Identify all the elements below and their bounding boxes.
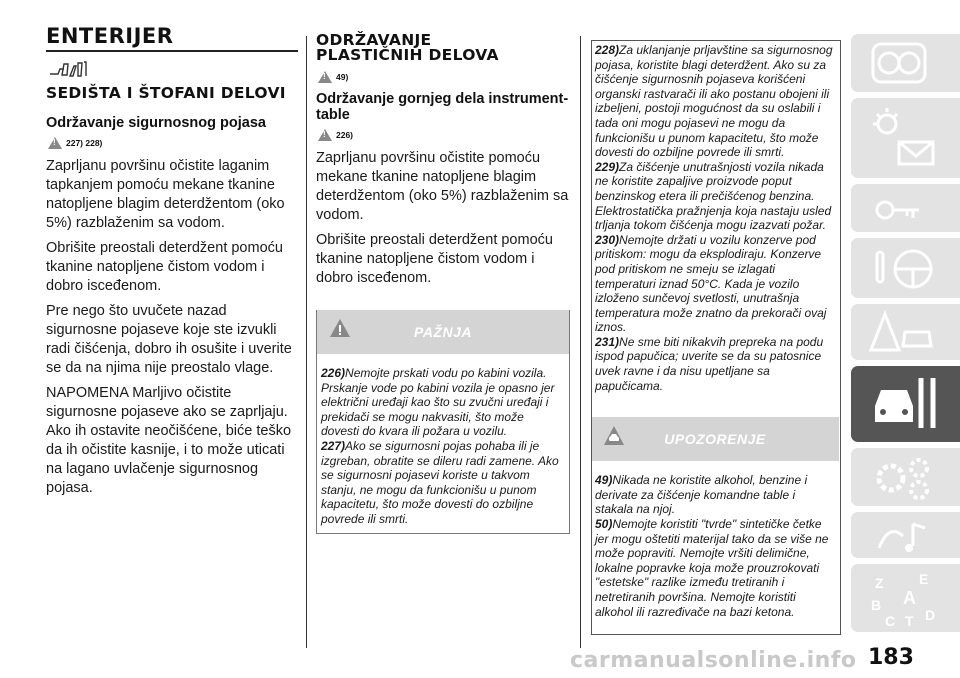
warning-triangle-icon	[48, 137, 62, 149]
ref-seatbelt	[48, 137, 298, 149]
subsection-dashboard: Održavanje gornjeg dela instrument-table	[316, 91, 569, 123]
tab-maintenance[interactable]	[851, 366, 960, 442]
paragraph: NAPOMENA Marljivo očistite sigurnosne pojaseve ako se zaprljaju. Ako ih ostavite neočišćene, biće teško da ih očistite kasnije, i to može uticati na lagano uvlačenje sigurnosnog pojasa.	[46, 385, 292, 496]
paragraph: Zaprljanu površinu očistite laganim tapkanjem pomoću mekane tkanine natopljene blagim deterdžentom (oko 5%) razblaženim sa vodom.	[46, 158, 285, 231]
tab-warning-lights[interactable]	[851, 98, 960, 178]
tab-dashboard[interactable]	[851, 34, 960, 92]
column-divider	[580, 36, 581, 648]
title-rule	[46, 50, 298, 52]
warning-header	[317, 310, 569, 354]
paragraph: Zaprljanu površinu očistite pomoću mekane tkanine natopljene blagim deterdžentom (oko 5%) razblaženim sa vodom.	[316, 150, 569, 223]
ref-dashboard	[318, 129, 570, 141]
column-3-border	[591, 40, 841, 635]
index-letter: C	[885, 613, 896, 629]
warning-item: 228)Za uklanjanje prljavštine sa sigurnosnog pojasa, koristite blagi deterdžent. Ako su za čišćenje sigurnosnih pojaseva korišćeni organski rastvarači ili ako postanu obojeni ili izbeljeni, postoji mogućnost da su oslabili i tada oni mogu pojasevi ne mogu da funkcionišu u punom kapacitetu, što može dovesti do ozbiljne povrede ili smrti.	[595, 43, 833, 160]
warning-title: PAŽNJA	[414, 324, 472, 340]
ref-plastic	[318, 71, 570, 83]
key-icon	[869, 190, 929, 230]
warning-item: 226)Nemojte prskati vodu po kabini vozila. Prskanje vode po kabini vozila je opasno jer električni uređaji kao što su zvučni uređaji i prekidači se mogu nakvasiti, što može dovesti do kvara ili požara u vozilu.	[321, 366, 555, 439]
page-number: 183	[868, 645, 914, 670]
caution-item: 50)Nemojte koristiti "tvrde" sintetičke četke jer mogu oštetiti materijal tako da se više ne može popraviti. Nemojte vršiti delimične, lokalne popravke koja može prouzrokovati "estetske" razlike između tretiranih i netretiranih površina. Nemojte koristiti alkohol ili razređivače na bazi ketona.	[595, 517, 829, 619]
column-1	[46, 86, 298, 504]
emergency-icon	[869, 310, 939, 356]
warning-item: 230)Nemojte držati u vozilu konzerve pod pritiskom: mogu da eksplodiraju. Konzerve pod pritiskom ne smeju se izlagati temperaturi iznad 50°C. Kada je vozilo izloženo sunčevoj svetlosti, unutrašnja temperatura može znatno da prekorači ovaj iznos.	[595, 232, 827, 335]
section-title-plastic: ODRŽAVANJE PLASTIČNIH DELOVA	[316, 31, 499, 64]
gears-icon	[869, 454, 939, 502]
index-letter: T	[905, 613, 914, 629]
warning-body	[317, 354, 569, 533]
section-title-seats: SEDIŠTA I ŠTOFANI DELOVI	[46, 84, 286, 102]
column-divider	[306, 36, 307, 648]
tab-index[interactable]	[851, 564, 960, 632]
index-letter: B	[871, 597, 882, 613]
tab-technical-data[interactable]	[851, 448, 960, 506]
warning-triangle-icon	[318, 71, 332, 83]
caution-title: UPOZORENJE	[664, 431, 766, 448]
paragraph: Obrišite preostali deterdžent pomoću tkanine natopljene čistom vodom i dobro isceđenom.	[46, 240, 283, 294]
caution-item: 49)Nikada ne koristite alkohol, benzine i derivate za čišćenje komandne table i stakala na njoj.	[595, 473, 808, 517]
ref-numbers: 49)	[336, 72, 349, 82]
column-2	[316, 33, 570, 534]
page-title: ENTERIJER	[46, 24, 174, 48]
seat-cleaning-icon	[48, 60, 88, 83]
warning-lights-icon	[869, 104, 939, 172]
index-letter: E	[919, 571, 929, 587]
index-letter: D	[925, 607, 936, 623]
tab-emergency[interactable]	[851, 304, 960, 360]
warning-item: 231)Ne sme biti nikakvih prepreka na podu ispod papučica; uverite se da su patosnice uvek ravne i da nisu upetljane sa papučicama.	[595, 334, 824, 393]
ref-numbers: 226)	[336, 130, 354, 140]
paragraph: Pre nego što uvučete nazad sigurnosne pojaseve koje ste izvukli radi čišćenja, dobro ih osušite i uverite se da na njima nije preostalo vlage.	[46, 303, 292, 376]
dashboard-icon	[869, 40, 929, 86]
ref-numbers: 227) 228)	[66, 138, 103, 148]
warning-item: 229)Za čišćenje unutrašnjosti vozila nikada ne koristite zapaljive proizvode poput benzinskog etera ili prečišćenog benzina. Elektrostatička pražnjenja koja nastaju usled trljanja tokom čišćenja mogu izazvati požar.	[595, 159, 832, 233]
car-wrench-icon	[869, 372, 941, 434]
warning-box	[316, 310, 570, 534]
tab-multimedia[interactable]	[851, 512, 960, 558]
warning-triangle-icon	[318, 129, 332, 141]
subsection-seatbelt: Održavanje sigurnosnog pojasa	[46, 115, 266, 131]
paragraph: Obrišite preostali deterdžent pomoću tkanine natopljene čistom vodom i dobro isceđenom.	[316, 232, 553, 286]
multimedia-icon	[869, 518, 939, 558]
watermark: carmanualsonline.info	[570, 648, 857, 673]
alphabet-index-icon	[869, 570, 945, 630]
warning-triangle-icon	[329, 318, 351, 341]
index-letter: A	[903, 588, 916, 608]
steering-icon	[869, 244, 939, 294]
index-letter: Z	[875, 575, 884, 591]
warning-item: 227)Ako se sigurnosni pojas pohaba ili je izgreban, obratite se dileru radi zamene. Ako se sigurnosni pojasevi koriste u takvom stanju, ne mogu da funkcionišu u punom kapacitetu, što može dovesti do ozbiljne povrede ili smrti.	[321, 438, 559, 526]
tab-keys[interactable]	[851, 184, 960, 232]
tab-driving[interactable]	[851, 238, 960, 298]
